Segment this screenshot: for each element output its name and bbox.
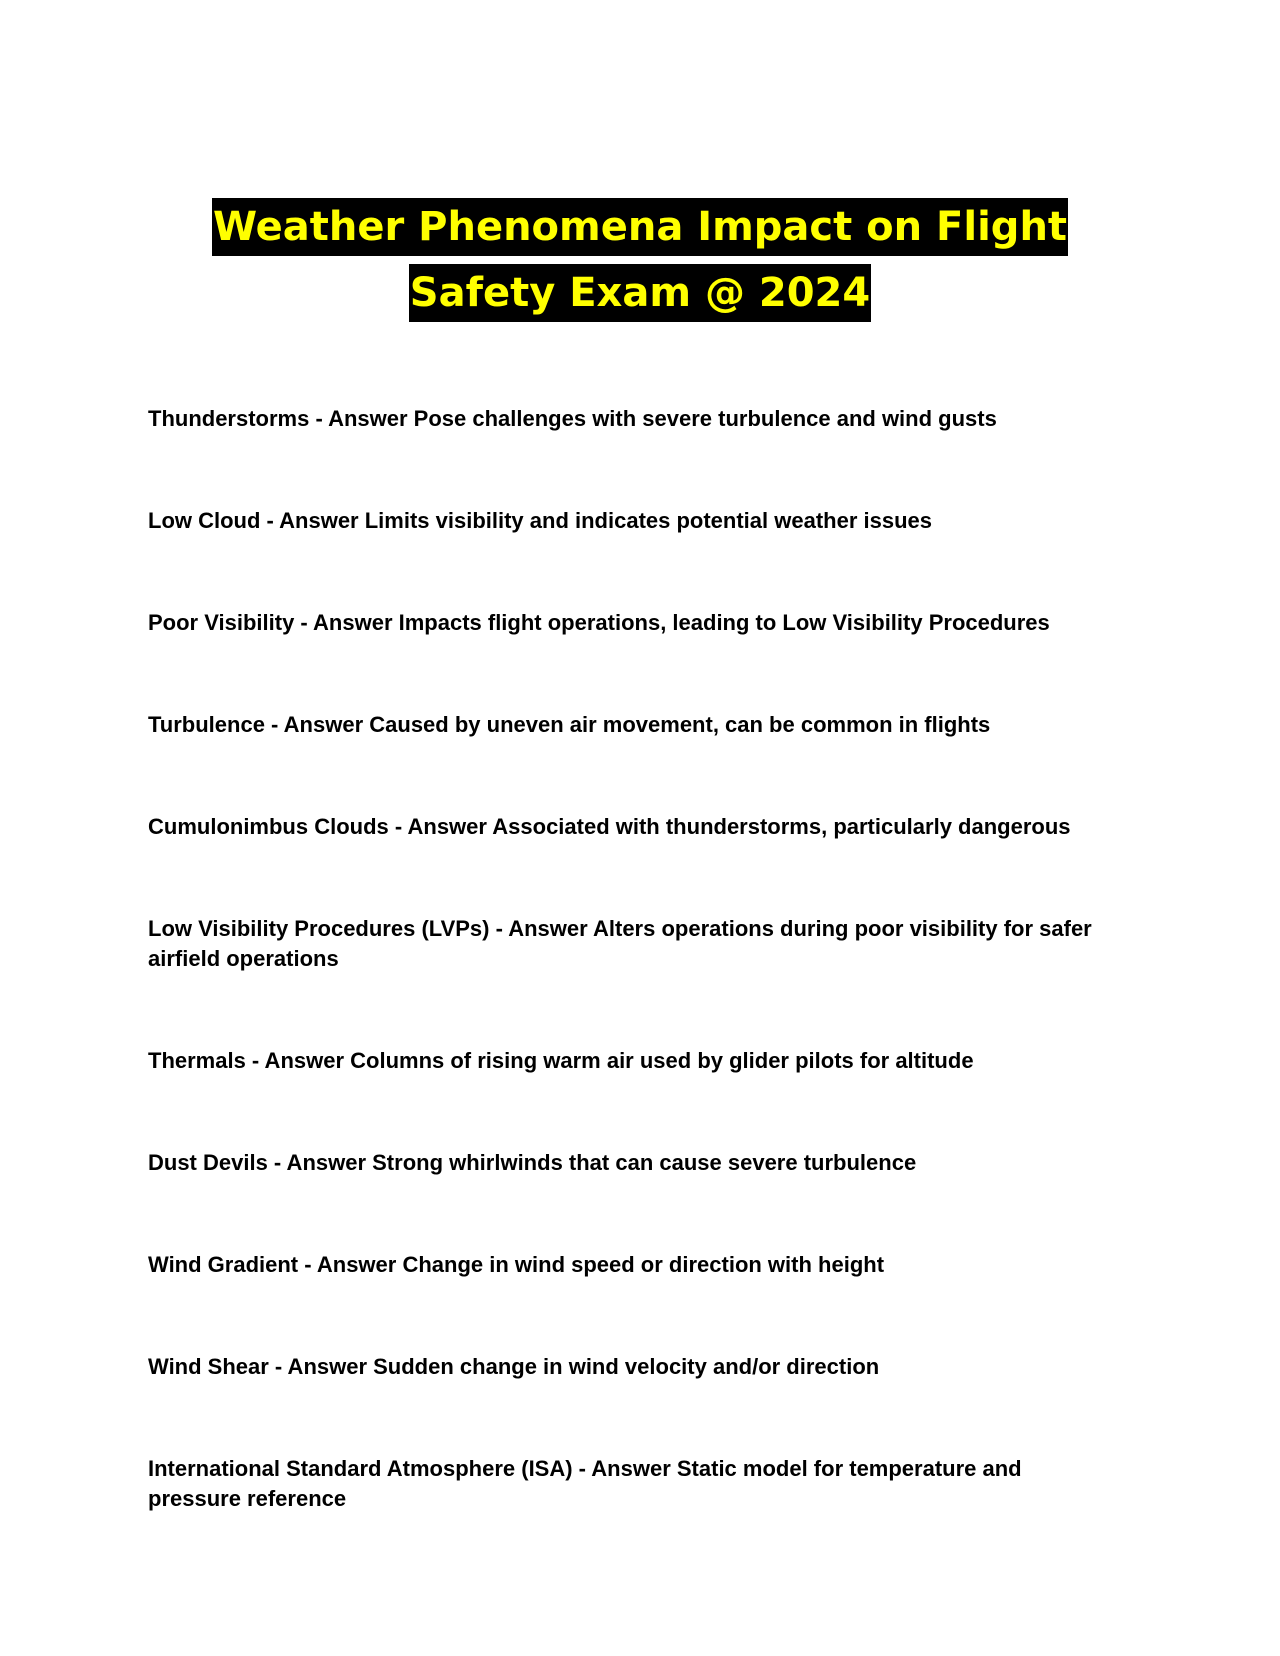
qa-item-wind-shear: Wind Shear - Answer Sudden change in wind velocity and/or direction xyxy=(148,1354,880,1379)
title-line-1: Weather Phenomena Impact on Flight xyxy=(212,198,1068,256)
qa-item-cumulonimbus: Cumulonimbus Clouds - Answer Associated with thunderstorms, particularly dangerous xyxy=(148,814,1071,839)
title-line-2: Safety Exam @ 2024 xyxy=(409,264,871,322)
qa-item-lvps: Low Visibility Procedures (LVPs) - Answer Alters operations during poor visibility for safer airfield operations xyxy=(148,916,1092,971)
document-title xyxy=(0,198,1280,322)
qa-item-low-cloud: Low Cloud - Answer Limits visibility and indicates potential weather issues xyxy=(148,508,933,533)
qa-item-dust-devils: Dust Devils - Answer Strong whirlwinds that can cause severe turbulence xyxy=(148,1150,917,1175)
qa-item-poor-visibility: Poor Visibility - Answer Impacts flight operations, leading to Low Visibility Procedures xyxy=(148,610,1050,635)
qa-item-thermals: Thermals - Answer Columns of rising warm air used by glider pilots for altitude xyxy=(148,1048,974,1073)
qa-list xyxy=(148,404,1118,1514)
qa-item-wind-gradient: Wind Gradient - Answer Change in wind speed or direction with height xyxy=(148,1252,885,1277)
qa-item-isa: International Standard Atmosphere (ISA) - Answer Static model for temperature and pressure reference xyxy=(148,1456,1022,1511)
qa-item-thunderstorms: Thunderstorms - Answer Pose challenges with severe turbulence and wind gusts xyxy=(148,406,997,431)
qa-item-turbulence: Turbulence - Answer Caused by uneven air movement, can be common in flights xyxy=(148,712,991,737)
